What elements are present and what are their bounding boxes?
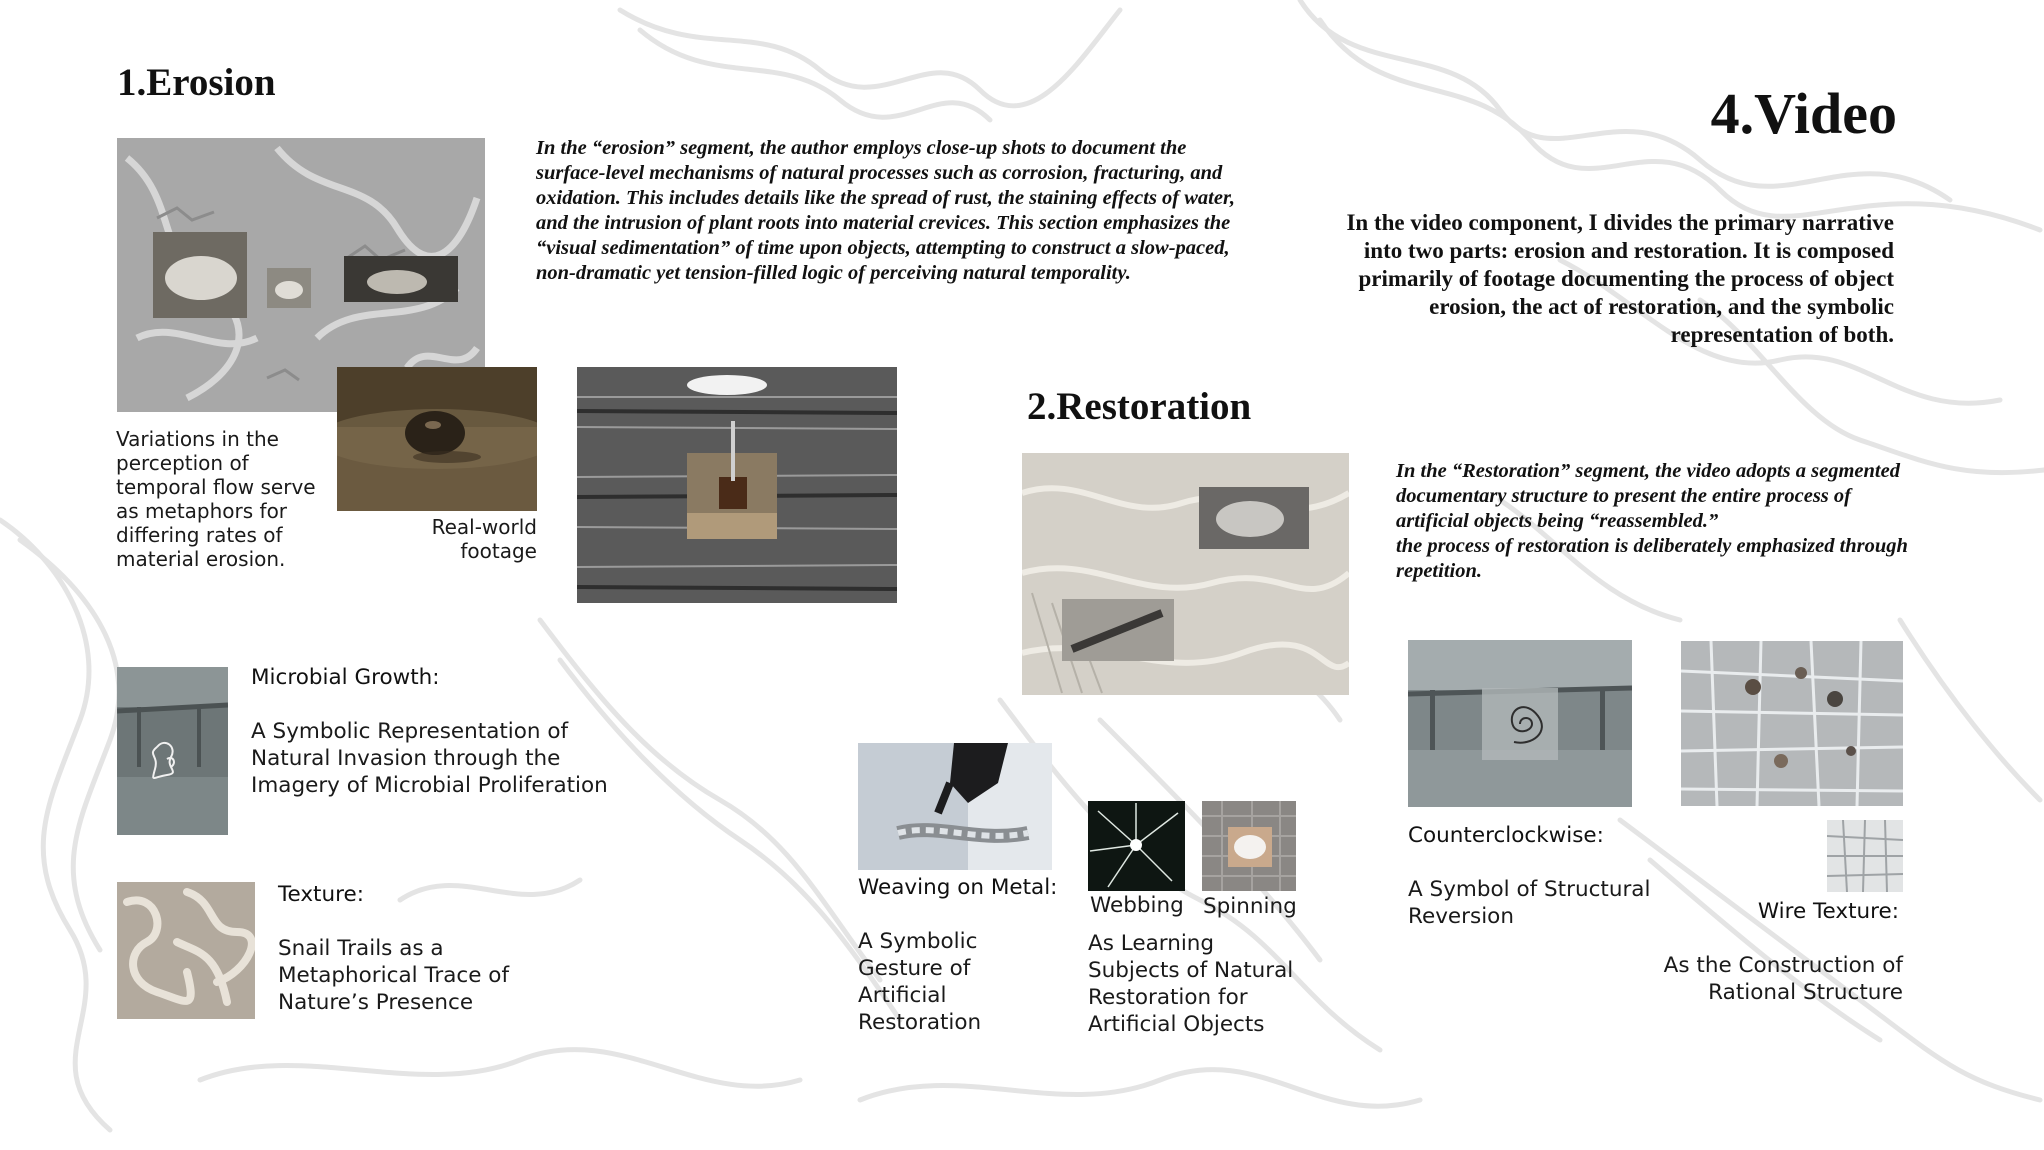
real-world-footage-image xyxy=(337,367,537,511)
wire-texture-body: As the Construction of Rational Structure xyxy=(1663,953,1903,1005)
microbial-growth-heading: Microbial Growth: xyxy=(251,665,440,690)
spinning-label: Spinning xyxy=(1203,894,1297,919)
erosion-video-still xyxy=(577,367,897,603)
erosion-paragraph: In the “erosion” segment, the author employs close-up shots to document the surface-level mechanisms of natural processes such as corrosion, fracturing, and oxidation. This includes details like the spread of rust, the staining effects of water, and the intrusion of plant roots into material crevices. This section emphasizes the “visual sedimentation” of time upon objects, attempting to construct a slow-paced, non-dramatic yet tension-filled logic of perceiving natural temporality. xyxy=(536,137,1235,284)
wire-texture-heading: Wire Texture: xyxy=(1757,899,1899,924)
wire-texture-thumbnail xyxy=(1827,820,1903,892)
microbial-growth-body: A Symbolic Representation of Natural Invasion through the Imagery of Microbial Proliferation xyxy=(251,719,608,798)
weaving-heading: Weaving on Metal: xyxy=(858,875,1058,900)
video-paragraph: In the video component, I divides the primary narrative into two parts: erosion and restoration. It is composed primarily of footage documenting the process of object erosion, the act of restoration, and the symbolic representation of both. xyxy=(1346,210,1894,347)
texture-heading: Texture: xyxy=(278,882,364,907)
texture-body: Snail Trails as a Metaphorical Trace of Nature’s Presence xyxy=(278,936,510,1015)
counterclockwise-heading: Counterclockwise: xyxy=(1408,823,1604,848)
snail-trail-texture-image xyxy=(117,882,255,1019)
weaving-on-metal-image xyxy=(858,743,1052,870)
video-title: 4.Video xyxy=(1710,81,1897,146)
wire-texture-image xyxy=(1681,641,1903,806)
webbing-label: Webbing xyxy=(1090,893,1184,918)
spinning-image xyxy=(1202,801,1296,891)
restoration-paragraph-line1: In the “Restoration” segment, the video adopts a segmented documentary structure to present the entire process of artificial objects being “reassembled.” xyxy=(1396,460,1900,532)
restoration-title: 2.Restoration xyxy=(1027,385,1252,428)
weaving-body: A Symbolic Gesture of Artificial Restoration xyxy=(858,929,982,1035)
real-world-footage-caption: Real-world footage xyxy=(431,515,537,563)
webbing-spinning-body: As Learning Subjects of Natural Restoration for Artificial Objects xyxy=(1088,931,1294,1037)
restoration-paragraph-line2: the process of restoration is deliberately emphasized through repetition. xyxy=(1396,535,1908,582)
erosion-title: 1.Erosion xyxy=(117,61,276,104)
microbial-growth-image xyxy=(117,667,228,835)
webbing-image xyxy=(1088,801,1185,891)
counterclockwise-body: A Symbol of Structural Reversion xyxy=(1408,877,1651,929)
counterclockwise-image xyxy=(1408,640,1632,807)
erosion-variations-caption: Variations in the perception of temporal flow serve as metaphors for differing rates of material erosion. xyxy=(116,427,316,571)
restoration-fur-image xyxy=(1022,453,1349,695)
